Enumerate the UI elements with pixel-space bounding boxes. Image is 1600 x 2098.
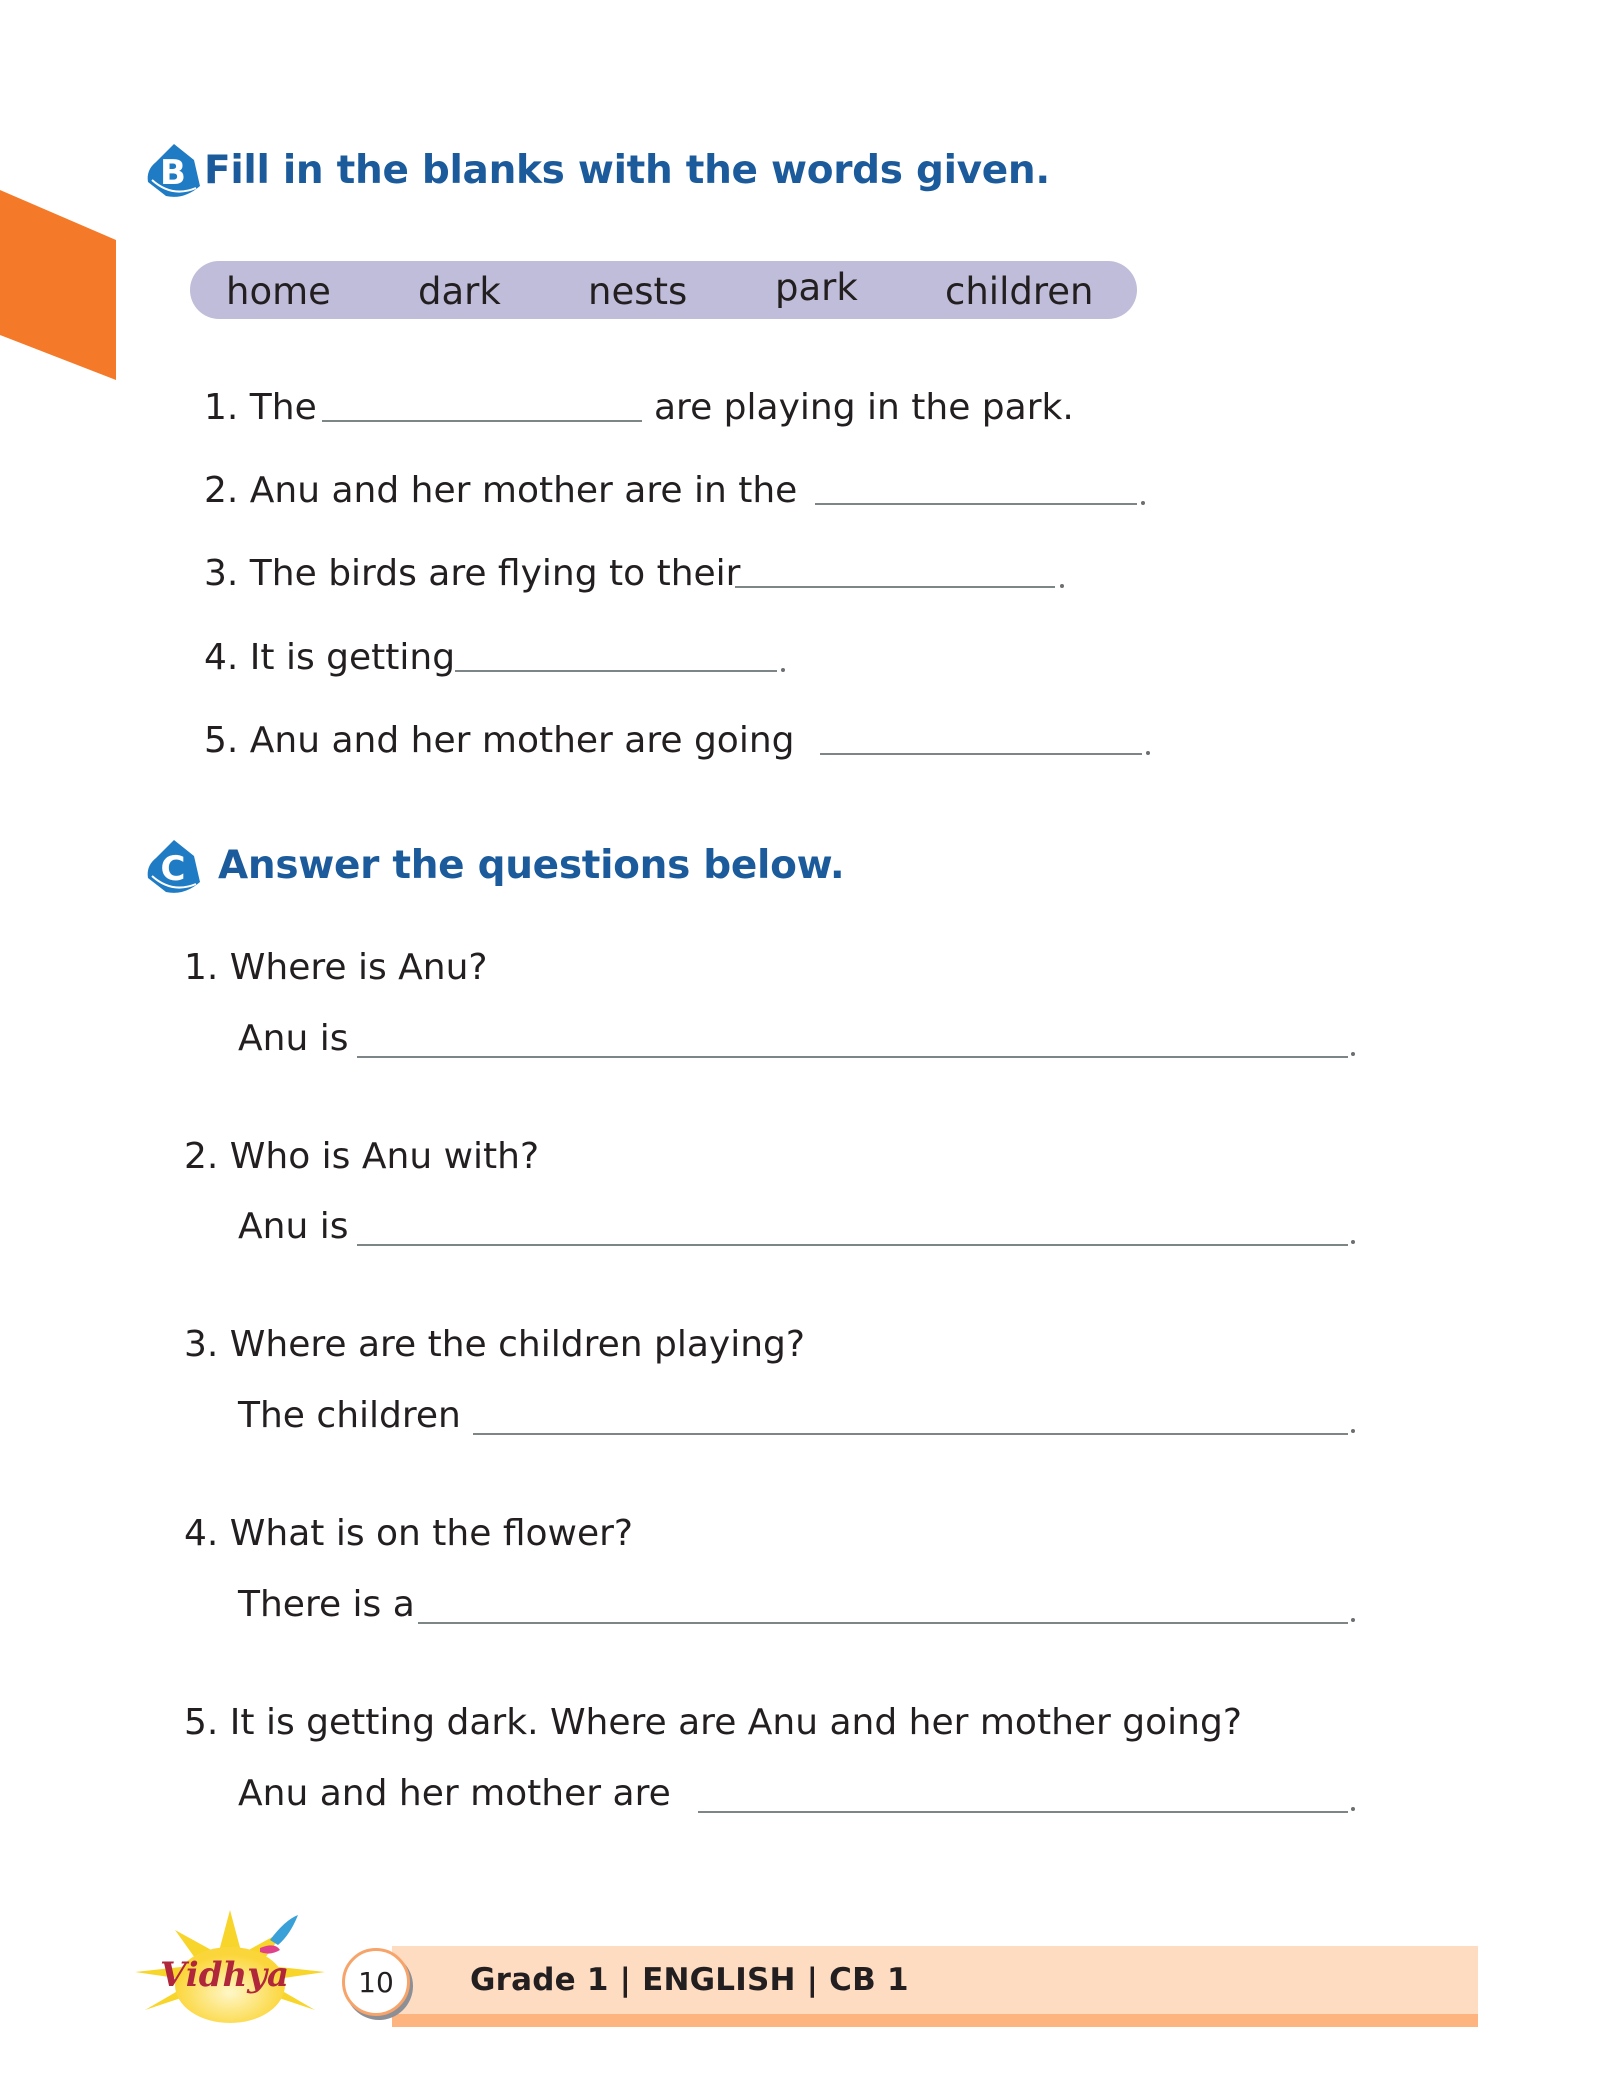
fill-blank-text: 2. Anu and her mother are in the xyxy=(204,470,798,511)
word-bank-item: home xyxy=(226,270,331,313)
period xyxy=(1351,1052,1355,1056)
word-bank-item: children xyxy=(945,270,1094,313)
svg-text:C: C xyxy=(160,849,186,889)
answer-line[interactable] xyxy=(698,1811,1348,1813)
answer-line[interactable] xyxy=(357,1056,1348,1058)
section-c-title: Answer the questions below. xyxy=(218,843,845,888)
word-bank-item: park xyxy=(775,266,858,309)
question-text: 3. Where are the children playing? xyxy=(184,1324,806,1365)
fill-blank-line[interactable] xyxy=(735,586,1055,588)
book-info: Grade 1 | ENGLISH | CB 1 xyxy=(470,1962,909,1998)
period xyxy=(1351,1429,1355,1433)
period xyxy=(1351,1618,1355,1622)
word-bank-item: dark xyxy=(418,270,501,313)
page-number: 10 xyxy=(342,1948,410,2016)
section-b-title: Fill in the blanks with the words given. xyxy=(204,148,1050,193)
answer-line[interactable] xyxy=(357,1244,1348,1246)
answer-prefix: Anu is xyxy=(238,1206,349,1247)
fill-blank-text: 3. The birds are flying to their xyxy=(204,553,741,594)
answer-line[interactable] xyxy=(418,1622,1348,1624)
fill-blank-line[interactable] xyxy=(815,503,1137,505)
question-text: 2. Who is Anu with? xyxy=(184,1136,540,1177)
period xyxy=(1146,751,1150,755)
answer-prefix: Anu is xyxy=(238,1018,349,1059)
question-text: 4. What is on the flower? xyxy=(184,1513,634,1554)
footer-strip xyxy=(392,2014,1478,2027)
answer-prefix: There is a xyxy=(238,1584,415,1625)
fill-blank-text: 5. Anu and her mother are going xyxy=(204,720,795,761)
fill-blank-text-after: are playing in the park. xyxy=(654,387,1074,428)
logo-text: Vidhya xyxy=(160,1955,289,1995)
period xyxy=(1351,1240,1355,1244)
period xyxy=(1141,501,1145,505)
word-bank xyxy=(190,261,1137,319)
period xyxy=(781,668,785,672)
fill-blank-text: 1. The xyxy=(204,387,317,428)
section-b-badge-icon xyxy=(144,142,202,200)
fill-blank-line[interactable] xyxy=(322,420,642,422)
question-text: 1. Where is Anu? xyxy=(184,947,488,988)
answer-line[interactable] xyxy=(473,1433,1348,1435)
fill-blank-text: 4. It is getting xyxy=(204,637,456,678)
word-bank-item: nests xyxy=(588,270,688,313)
fill-blank-line[interactable] xyxy=(455,670,777,672)
answer-prefix: The children xyxy=(238,1395,461,1436)
fill-blank-line[interactable] xyxy=(820,753,1142,755)
period xyxy=(1351,1807,1355,1811)
period xyxy=(1060,584,1064,588)
question-text: 5. It is getting dark. Where are Anu and her mother going? xyxy=(184,1702,1242,1743)
section-c-badge-icon xyxy=(144,838,202,896)
answer-prefix: Anu and her mother are xyxy=(238,1773,671,1814)
svg-text:B: B xyxy=(160,153,186,193)
orange-corner-tab xyxy=(0,0,120,400)
